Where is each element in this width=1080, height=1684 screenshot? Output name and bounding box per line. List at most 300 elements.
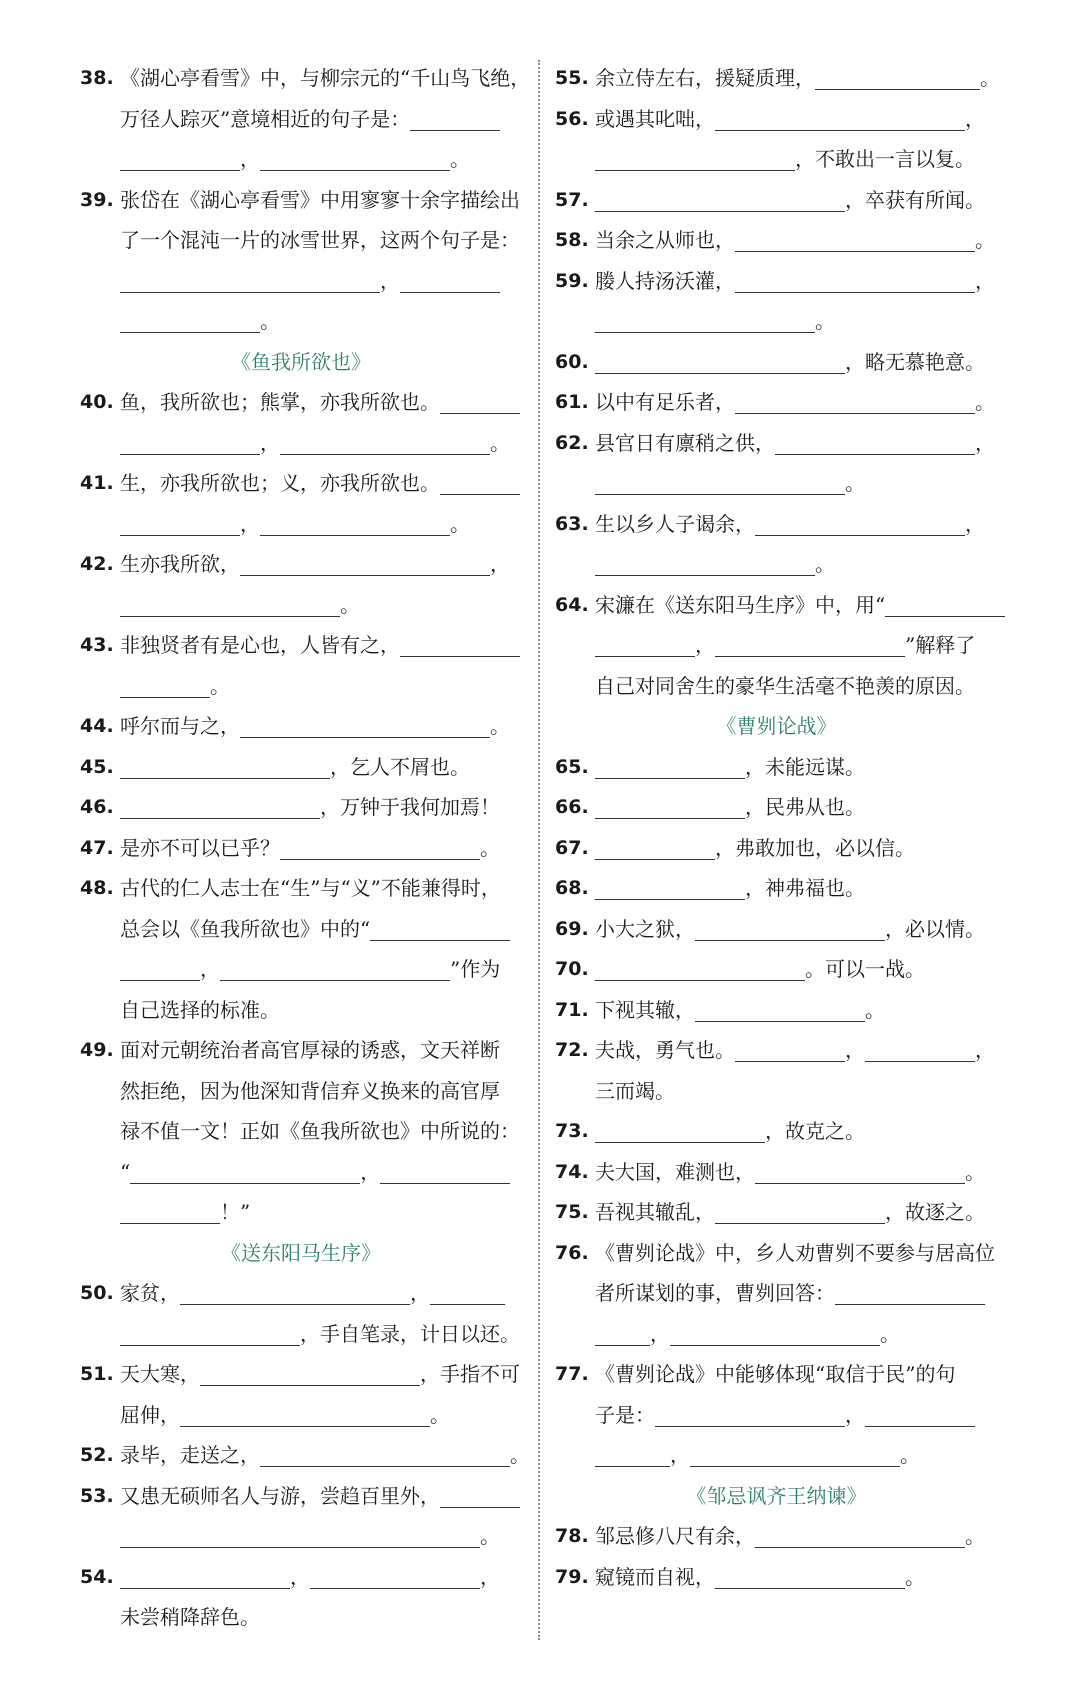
answer-blank[interactable] — [120, 435, 260, 455]
question-text: ， — [240, 511, 260, 536]
question-text: 录毕，走送之， — [120, 1443, 260, 1467]
question-number: 78. — [555, 1525, 589, 1547]
answer-blank[interactable] — [595, 1326, 650, 1346]
question-text: 古代的仁人志士在“生”与“义”不能兼得时， — [120, 876, 501, 900]
answer-blank[interactable] — [260, 1447, 510, 1467]
question-item — [80, 544, 522, 625]
question-line — [120, 909, 522, 950]
answer-blank[interactable] — [440, 394, 520, 414]
question-line — [120, 58, 531, 99]
question-text: ， — [380, 268, 400, 293]
question-item — [555, 342, 998, 383]
question-text: 。 — [340, 592, 360, 617]
section-heading: 《邹忌讽齐王纳谏》 — [686, 1483, 867, 1508]
question-text: ， — [200, 957, 220, 981]
question-number: 54. — [80, 1565, 114, 1588]
question-line — [595, 1557, 998, 1598]
answer-blank[interactable] — [865, 1407, 975, 1427]
question-line — [120, 423, 522, 464]
question-item — [555, 1030, 998, 1111]
question-line — [595, 544, 998, 585]
question-text: ，不敢出一言以复。 — [795, 147, 975, 171]
answer-blank[interactable] — [595, 556, 815, 576]
question-item — [555, 828, 998, 869]
answer-blank[interactable] — [595, 759, 745, 779]
answer-blank[interactable] — [865, 1042, 975, 1062]
question-number: 63. — [555, 512, 589, 535]
answer-blank[interactable] — [240, 556, 490, 576]
question-line — [595, 625, 998, 666]
answer-blank[interactable] — [715, 637, 905, 657]
question-line — [120, 949, 522, 990]
question-text: 家贫， — [120, 1281, 180, 1305]
question-text: 。 — [905, 1564, 925, 1589]
answer-blank[interactable] — [595, 637, 695, 657]
answer-blank[interactable] — [735, 232, 975, 252]
answer-blank[interactable] — [595, 192, 845, 212]
question-line — [120, 828, 522, 869]
question-text: 。 — [490, 430, 510, 455]
answer-blank[interactable] — [120, 759, 330, 779]
question-number: 67. — [555, 836, 589, 859]
question-number: 79. — [555, 1565, 589, 1588]
right-column — [555, 58, 998, 1597]
question-line — [120, 1435, 530, 1476]
question-line — [595, 58, 998, 99]
question-text: 。 — [480, 1524, 500, 1548]
question-text: 。 — [865, 997, 885, 1022]
question-line — [120, 180, 522, 221]
question-number: 46. — [80, 796, 114, 818]
question-text: ， — [670, 1443, 690, 1467]
question-number: 60. — [555, 350, 589, 373]
question-number: 69. — [555, 917, 589, 940]
question-line — [120, 1597, 522, 1638]
question-text: ， — [845, 1402, 865, 1427]
question-text: ，故克之。 — [765, 1119, 865, 1143]
question-text: 非独贤者有是心也，人皆有之， — [120, 633, 400, 657]
question-line — [120, 504, 522, 545]
question-text: ，手指不可 — [420, 1362, 520, 1386]
answer-blank[interactable] — [260, 151, 450, 171]
question-line — [120, 1030, 522, 1071]
question-text: ，未能远谋。 — [745, 754, 865, 779]
answer-blank[interactable] — [595, 961, 805, 981]
answer-blank[interactable] — [120, 313, 260, 333]
answer-blank[interactable] — [400, 637, 520, 657]
answer-blank[interactable] — [120, 1569, 290, 1589]
question-number: 57. — [555, 188, 589, 211]
question-line — [595, 261, 998, 302]
answer-blank[interactable] — [715, 111, 965, 131]
question-text: 夫大国，难测也， — [595, 1159, 755, 1184]
answer-blank[interactable] — [695, 1002, 865, 1022]
question-text: ， — [965, 106, 985, 131]
question-text: 屈伸， — [120, 1402, 180, 1427]
question-line — [595, 382, 998, 423]
question-text: ， — [975, 1038, 995, 1062]
question-line — [120, 1071, 522, 1112]
question-item — [80, 1030, 522, 1233]
question-line — [595, 139, 998, 180]
question-line — [595, 1354, 998, 1395]
answer-blank[interactable] — [655, 1407, 845, 1427]
answer-blank[interactable] — [595, 151, 795, 171]
question-item — [80, 706, 522, 747]
answer-blank[interactable] — [885, 597, 1005, 617]
answer-blank[interactable] — [595, 840, 715, 860]
question-line — [120, 585, 522, 626]
question-item — [555, 1111, 998, 1152]
question-number: 66. — [555, 796, 589, 818]
question-text: 。 — [975, 228, 995, 252]
question-number: 44. — [80, 715, 114, 737]
answer-blank[interactable] — [835, 1285, 985, 1305]
question-line — [120, 1152, 522, 1193]
question-line — [120, 1557, 522, 1598]
question-text: 。 — [900, 1443, 920, 1467]
question-text: ，略无慕艳意。 — [845, 349, 985, 374]
answer-blank[interactable] — [595, 313, 815, 333]
question-line — [595, 1111, 998, 1152]
answer-blank[interactable] — [310, 1569, 480, 1589]
question-line — [595, 747, 998, 788]
answer-blank[interactable] — [595, 475, 845, 495]
question-text: 。 — [450, 511, 470, 536]
answer-blank[interactable] — [120, 516, 240, 536]
question-number: 38. — [80, 67, 114, 89]
question-text: 面对元朝统治者高官厚禄的诱惑，文天祥断 — [120, 1038, 500, 1062]
question-text: 。 — [980, 66, 1000, 90]
question-line — [595, 180, 998, 221]
question-line — [120, 1314, 522, 1355]
question-line — [595, 1395, 998, 1436]
question-text: 。 — [510, 1443, 530, 1467]
question-line — [120, 1516, 522, 1557]
question-item — [80, 1557, 522, 1638]
question-item — [80, 1476, 522, 1557]
question-item — [80, 868, 522, 1030]
answer-blank[interactable] — [280, 435, 490, 455]
question-item — [555, 990, 998, 1031]
answer-blank[interactable] — [120, 1326, 300, 1346]
question-number: 77. — [555, 1363, 589, 1385]
answer-blank[interactable] — [120, 151, 240, 171]
question-text: 。 — [210, 673, 230, 698]
question-number: 72. — [555, 1039, 589, 1061]
answer-blank[interactable] — [280, 840, 480, 860]
question-line — [595, 423, 998, 464]
answer-blank[interactable] — [120, 1204, 220, 1224]
question-text: 。 — [965, 1159, 985, 1184]
question-text: 呼尔而与之， — [120, 714, 240, 738]
answer-blank[interactable] — [200, 1366, 420, 1386]
question-line — [595, 99, 998, 140]
answer-blank[interactable] — [440, 1488, 520, 1508]
question-line — [595, 828, 998, 869]
question-number: 40. — [80, 391, 114, 413]
question-line — [595, 1071, 998, 1112]
question-text: 然拒绝，因为他深知背信弃义换来的高官厚 — [120, 1078, 500, 1103]
question-item — [80, 382, 522, 463]
answer-blank[interactable] — [595, 1447, 670, 1467]
question-line — [120, 625, 522, 666]
answer-blank[interactable] — [595, 799, 745, 819]
answer-blank[interactable] — [815, 70, 980, 90]
question-text: 当余之从师也， — [595, 228, 735, 252]
answer-blank[interactable] — [670, 1326, 880, 1346]
question-item — [80, 463, 522, 544]
question-number: 75. — [555, 1201, 589, 1223]
question-line — [595, 666, 998, 707]
question-number: 43. — [80, 634, 114, 656]
question-text: 。 — [880, 1321, 900, 1346]
question-text: 。 — [490, 714, 510, 738]
question-text: 《曹刿论战》中，乡人劝曹刿不要参与居高位 — [595, 1240, 995, 1265]
question-line — [120, 99, 522, 140]
question-text: ， — [975, 430, 995, 455]
question-line — [595, 342, 998, 383]
question-item — [80, 58, 531, 180]
answer-blank[interactable] — [775, 435, 975, 455]
question-text: 天大寒， — [120, 1362, 200, 1386]
question-text: ， — [695, 633, 715, 657]
question-text: 吾视其辙乱， — [595, 1200, 715, 1224]
question-text: ，必以情。 — [885, 916, 985, 941]
answer-blank[interactable] — [595, 880, 745, 900]
question-text: 生以乡人子谒余， — [595, 511, 755, 536]
question-number: 42. — [80, 553, 114, 575]
question-line — [595, 1233, 998, 1274]
question-item — [555, 909, 998, 950]
answer-blank[interactable] — [180, 1407, 430, 1427]
question-number: 64. — [555, 593, 589, 616]
question-line — [120, 706, 522, 747]
left-column — [80, 58, 531, 1638]
question-line — [595, 990, 998, 1031]
question-text: 自己对同舍生的豪华生活毫不艳羡的原因。 — [595, 673, 975, 698]
answer-blank[interactable] — [595, 1123, 765, 1143]
answer-blank[interactable] — [220, 961, 450, 981]
answer-blank[interactable] — [400, 273, 500, 293]
question-text: 宋濂在《送东阳马生序》中，用“ — [595, 592, 886, 617]
question-item — [555, 949, 998, 990]
question-text: 生亦我所欲， — [120, 552, 240, 576]
question-text: 者所谋划的事，曹刿回答： — [595, 1281, 835, 1305]
question-text: 余立侍左右，援疑质理， — [595, 66, 815, 90]
question-text: 。 — [815, 309, 835, 333]
question-text: ，万钟于我何加焉！ — [320, 795, 500, 819]
question-number: 48. — [80, 877, 114, 899]
question-item — [555, 868, 998, 909]
question-text: ！” — [220, 1200, 251, 1224]
question-text: 。 — [845, 471, 865, 495]
answer-blank[interactable] — [735, 394, 975, 414]
question-line — [120, 261, 522, 302]
question-text: 窥镜而自视， — [595, 1564, 715, 1589]
question-text: 禄不值一文！正如《鱼我所欲也》中所说的： — [120, 1119, 520, 1143]
question-line — [120, 220, 522, 261]
question-line — [595, 1273, 998, 1314]
question-text: 张岱在《湖心亭看雪》中用寥寥十余字描绘出 — [120, 187, 520, 212]
question-line — [120, 1111, 522, 1152]
question-line — [595, 504, 998, 545]
question-number: 76. — [555, 1241, 589, 1264]
question-text: 以中有足乐者， — [595, 390, 735, 414]
question-text: 。 — [430, 1402, 450, 1427]
question-item — [555, 382, 998, 423]
question-text: ， — [845, 1038, 865, 1062]
question-item — [555, 747, 998, 788]
question-text: ， — [965, 511, 985, 536]
answer-blank[interactable] — [130, 1164, 360, 1184]
question-text: 。 — [260, 309, 280, 333]
question-text: ， — [490, 552, 510, 576]
question-number: 71. — [555, 998, 589, 1021]
answer-blank[interactable] — [430, 1285, 505, 1305]
question-number: 55. — [555, 67, 589, 89]
question-item — [555, 1192, 998, 1233]
question-text: 小大之狱， — [595, 916, 695, 941]
question-item — [80, 828, 522, 869]
section-heading: 《鱼我所欲也》 — [231, 349, 371, 374]
question-number: 47. — [80, 836, 114, 859]
question-text: ，乞人不屑也。 — [330, 754, 470, 779]
question-item — [555, 1354, 998, 1476]
question-item — [555, 99, 998, 180]
question-text: 。可以一战。 — [805, 957, 925, 981]
question-item — [555, 220, 998, 261]
question-line — [595, 949, 998, 990]
question-text: ， — [650, 1321, 670, 1346]
section-heading: 《送东阳马生序》 — [221, 1240, 381, 1265]
question-text: 。 — [965, 1524, 985, 1548]
question-line — [120, 747, 522, 788]
question-item — [555, 1516, 998, 1557]
answer-blank[interactable] — [120, 799, 320, 819]
answer-blank[interactable] — [180, 1285, 410, 1305]
question-number: 68. — [555, 877, 589, 899]
answer-blank[interactable] — [120, 961, 200, 981]
answer-blank[interactable] — [440, 475, 520, 495]
answer-blank[interactable] — [240, 718, 490, 738]
question-text: ， — [360, 1159, 381, 1184]
question-item — [80, 625, 522, 706]
question-number: 53. — [80, 1484, 114, 1507]
question-line — [120, 139, 522, 180]
question-text: ，弗敢加也，必以信。 — [715, 835, 915, 860]
question-text: 万径人踪灭”意境相近的句子是： — [120, 106, 411, 131]
question-text: 《湖心亭看雪》中，与柳宗元的“千山鸟飞绝， — [120, 66, 531, 90]
answer-blank[interactable] — [735, 1042, 845, 1062]
question-number: 41. — [80, 472, 114, 494]
question-number: 39. — [80, 188, 114, 211]
question-line — [120, 990, 522, 1031]
question-number: 51. — [80, 1363, 114, 1385]
question-line — [595, 1152, 998, 1193]
question-text: ”作为 — [450, 957, 501, 981]
question-text: 是亦不可以已乎？ — [120, 835, 280, 860]
question-item — [80, 1273, 522, 1354]
question-line — [120, 544, 522, 585]
question-text: 《曹刿论战》中能够体现“取信于民”的句 — [595, 1362, 956, 1386]
question-line — [120, 666, 522, 707]
question-text: 。 — [815, 552, 835, 576]
answer-blank[interactable] — [755, 1528, 965, 1548]
answer-blank[interactable] — [120, 273, 380, 293]
question-number: 50. — [80, 1282, 114, 1304]
question-item — [555, 1557, 998, 1598]
answer-blank[interactable] — [120, 597, 340, 617]
question-text: 了一个混沌一片的冰雪世界，这两个句子是： — [120, 228, 520, 252]
question-number: 73. — [555, 1120, 589, 1142]
answer-blank[interactable] — [595, 354, 845, 374]
question-number: 62. — [555, 431, 589, 454]
question-line — [120, 1395, 522, 1436]
question-line — [595, 1192, 998, 1233]
question-line — [120, 787, 522, 828]
question-item — [555, 58, 998, 99]
question-line — [120, 382, 522, 423]
answer-blank[interactable] — [120, 678, 210, 698]
question-text: 子是： — [595, 1402, 655, 1427]
question-text: ，手自笔录，计日以还。 — [300, 1321, 520, 1346]
answer-blank[interactable] — [690, 1447, 900, 1467]
question-item — [555, 261, 998, 342]
question-item — [555, 1233, 998, 1355]
question-line — [120, 1476, 522, 1517]
answer-blank[interactable] — [715, 1569, 905, 1589]
section-heading: 《曹刿论战》 — [716, 714, 837, 738]
answer-blank[interactable] — [260, 516, 450, 536]
question-line — [595, 909, 998, 950]
question-line — [120, 1354, 522, 1395]
answer-blank[interactable] — [715, 1204, 885, 1224]
question-text: ， — [975, 268, 995, 293]
answer-blank[interactable] — [380, 1164, 510, 1184]
question-text: ， — [240, 147, 260, 171]
question-line — [595, 220, 998, 261]
question-item — [555, 423, 998, 504]
question-line — [595, 1516, 998, 1557]
question-number: 65. — [555, 755, 589, 778]
question-text: ， — [260, 430, 280, 455]
question-item — [80, 1435, 530, 1476]
question-line — [595, 301, 998, 342]
question-item — [80, 747, 522, 788]
question-line — [595, 868, 998, 909]
question-item — [555, 585, 998, 707]
answer-blank[interactable] — [410, 111, 500, 131]
question-number: 61. — [555, 391, 589, 413]
question-text: 县官日有廪稍之供， — [595, 430, 775, 455]
answer-blank[interactable] — [120, 1528, 480, 1548]
question-line — [595, 585, 998, 626]
answer-blank[interactable] — [755, 1164, 965, 1184]
question-text: 。 — [975, 390, 995, 414]
question-number: 74. — [555, 1160, 589, 1183]
answer-blank[interactable] — [735, 273, 975, 293]
question-text: 三而竭。 — [595, 1078, 675, 1103]
question-text: 未尝稍降辞色。 — [120, 1605, 260, 1629]
answer-blank[interactable] — [755, 516, 965, 536]
answer-blank[interactable] — [370, 921, 510, 941]
question-line — [595, 1314, 998, 1355]
question-text: ， — [480, 1564, 500, 1589]
answer-blank[interactable] — [695, 921, 885, 941]
question-line — [120, 1273, 522, 1314]
question-text: 总会以《鱼我所欲也》中的“ — [120, 916, 371, 941]
